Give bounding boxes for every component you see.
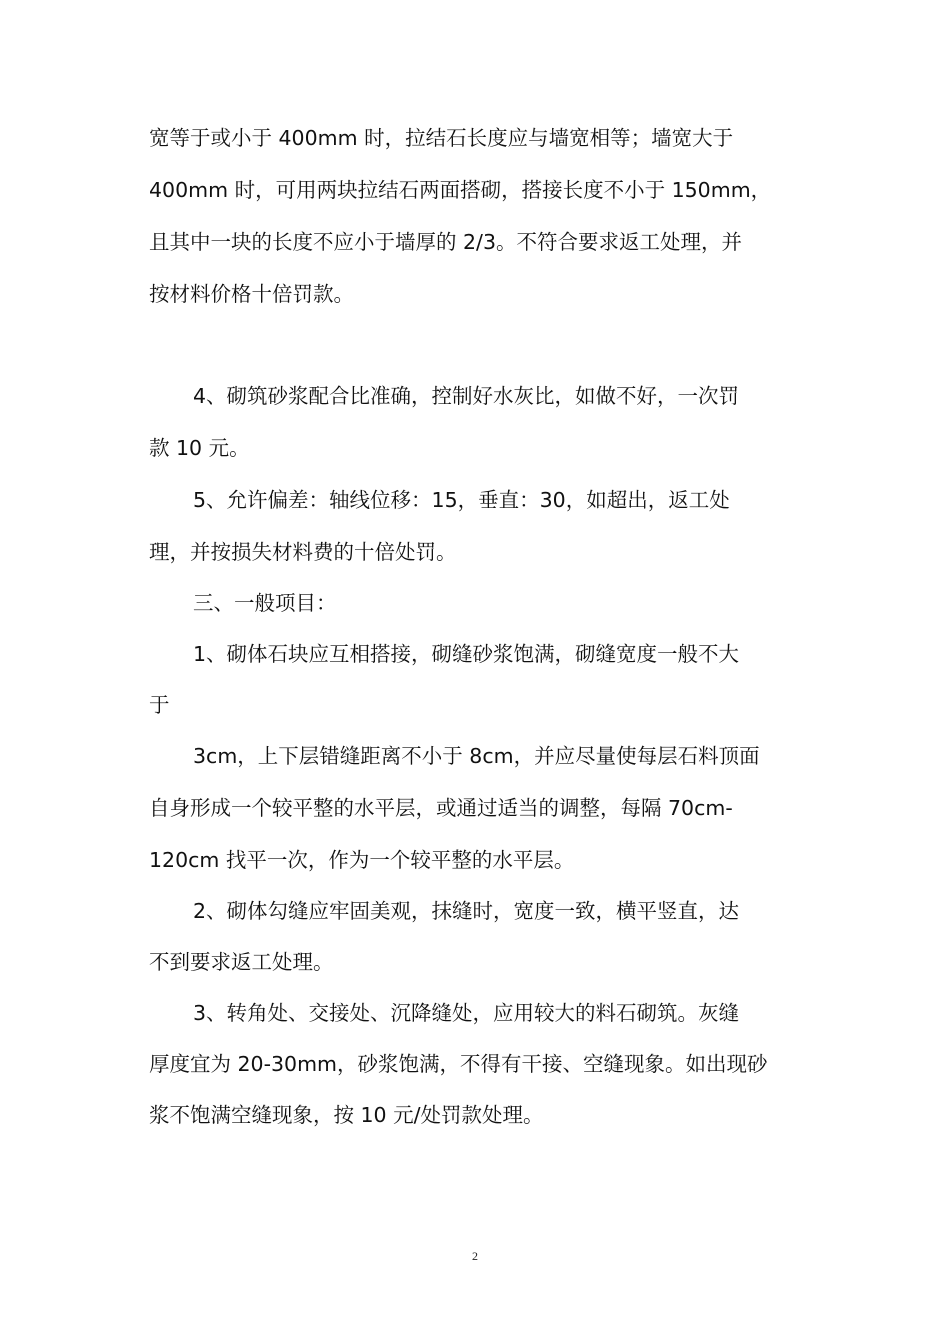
text-line: 3cm，上下层错缝距离不小于 8cm，并应尽量使每层石料顶面 [193, 744, 760, 768]
text-line: 宽等于或小于 400mm 时，拉结石长度应与墙宽相等；墙宽大于 [149, 126, 734, 150]
text-line: 5、允许偏差：轴线位移：15，垂直：30，如超出，返工处 [193, 488, 730, 512]
text-line: 于 [149, 693, 170, 717]
text-line: 4、砌筑砂浆配合比准确，控制好水灰比，如做不好，一次罚 [193, 384, 740, 408]
text-line: 120cm 找平一次，作为一个较平整的水平层。 [149, 848, 575, 872]
text-line: 理，并按损失材料费的十倍处罚。 [149, 540, 457, 564]
text-line: 且其中一块的长度不应小于墙厚的 2/3。不符合要求返工处理，并 [149, 230, 743, 254]
page-number: 2 [472, 1249, 478, 1263]
text-line: 款 10 元。 [149, 436, 250, 460]
text-line: 按材料价格十倍罚款。 [149, 282, 354, 306]
text-line: 3、转角处、交接处、沉降缝处，应用较大的料石砌筑。灰缝 [193, 1001, 740, 1025]
text-line: 自身形成一个较平整的水平层，或通过适当的调整，每隔 70cm- [149, 796, 733, 820]
text-line: 浆不饱满空缝现象，按 10 元/处罚款处理。 [149, 1103, 544, 1127]
text-line: 400mm 时，可用两块拉结石两面搭砌，搭接长度不小于 150mm， [149, 178, 772, 202]
text-line: 1、砌体石块应互相搭接，砌缝砂浆饱满，砌缝宽度一般不大 [193, 642, 740, 666]
text-line: 2、砌体勾缝应牢固美观，抹缝时，宽度一致，横平竖直，达 [193, 899, 740, 923]
text-line: 不到要求返工处理。 [149, 950, 334, 974]
section-heading: 三、一般项目： [193, 591, 337, 615]
text-line: 厚度宜为 20-30mm，砂浆饱满，不得有干接、空缝现象。如出现砂 [149, 1052, 768, 1076]
